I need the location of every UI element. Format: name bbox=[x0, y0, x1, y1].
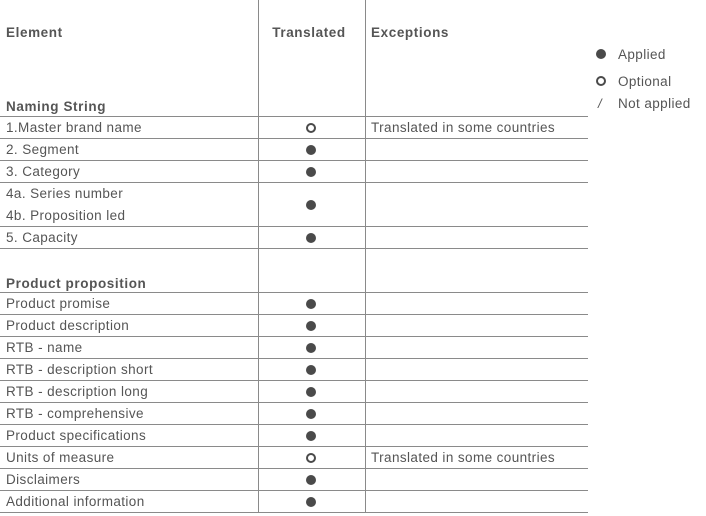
exception-cell bbox=[365, 381, 588, 402]
element-cell bbox=[0, 425, 258, 446]
table-row bbox=[0, 227, 588, 249]
exception-cell bbox=[365, 117, 588, 138]
element-label: RTB - description long bbox=[6, 384, 149, 399]
optional-ring-icon bbox=[596, 76, 606, 86]
exception-text: Translated in some countries bbox=[371, 450, 556, 465]
product-heading-spacer-2 bbox=[365, 249, 588, 292]
element-label: 4a. Series number bbox=[6, 185, 124, 201]
translated-header: Translated bbox=[272, 25, 346, 40]
element-column bbox=[0, 0, 258, 116]
table-row bbox=[0, 425, 588, 447]
table-row bbox=[0, 469, 588, 491]
element-label: RTB - name bbox=[6, 340, 83, 355]
exception-cell bbox=[365, 139, 588, 160]
element-cell bbox=[0, 469, 258, 490]
applied-dot-icon bbox=[306, 167, 316, 177]
element-label: RTB - comprehensive bbox=[6, 406, 144, 421]
element-label: Product promise bbox=[6, 296, 111, 311]
translated-cell bbox=[258, 139, 365, 160]
naming-string-heading: Naming String bbox=[6, 99, 107, 114]
exception-cell bbox=[365, 293, 588, 314]
element-cell bbox=[0, 337, 258, 358]
element-cell bbox=[0, 161, 258, 182]
table-row bbox=[0, 315, 588, 337]
translated-cell bbox=[258, 161, 365, 182]
translated-cell bbox=[258, 425, 365, 446]
legend-applied bbox=[596, 42, 706, 66]
table-row bbox=[0, 337, 588, 359]
exception-cell bbox=[365, 359, 588, 380]
exception-cell bbox=[365, 425, 588, 446]
element-cell bbox=[0, 117, 258, 138]
product-section-block bbox=[0, 249, 588, 293]
element-cell bbox=[0, 447, 258, 468]
applied-dot-icon bbox=[306, 431, 316, 441]
exception-cell bbox=[365, 403, 588, 424]
applied-dot-icon bbox=[306, 409, 316, 419]
exception-cell bbox=[365, 161, 588, 182]
element-cell bbox=[0, 293, 258, 314]
translated-cell bbox=[258, 491, 365, 512]
element-label: 3. Category bbox=[6, 164, 81, 179]
table-row bbox=[0, 491, 588, 513]
translated-cell bbox=[258, 381, 365, 402]
product-rows bbox=[0, 293, 588, 513]
element-label: Additional information bbox=[6, 494, 145, 509]
naming-rows bbox=[0, 117, 588, 249]
exception-text: Translated in some countries bbox=[371, 120, 556, 135]
element-label: RTB - description short bbox=[6, 362, 154, 377]
element-cell bbox=[0, 491, 258, 512]
optional-ring-icon bbox=[306, 123, 316, 133]
table-row bbox=[0, 381, 588, 403]
table-header-block bbox=[0, 0, 588, 117]
product-heading-spacer bbox=[258, 249, 365, 292]
element-label: 5. Capacity bbox=[6, 230, 78, 245]
element-cell bbox=[0, 183, 258, 226]
translated-cell bbox=[258, 337, 365, 358]
element-cell bbox=[0, 403, 258, 424]
element-cell bbox=[0, 315, 258, 336]
element-label: Units of measure bbox=[6, 450, 115, 465]
exception-cell bbox=[365, 337, 588, 358]
legend-not-applied bbox=[596, 91, 706, 115]
exceptions-header: Exceptions bbox=[371, 25, 450, 40]
element-header: Element bbox=[6, 25, 63, 40]
exception-cell bbox=[365, 447, 588, 468]
exception-cell bbox=[365, 227, 588, 248]
product-proposition-heading: Product proposition bbox=[6, 276, 147, 291]
applied-dot-icon bbox=[306, 200, 316, 210]
element-cell bbox=[0, 381, 258, 402]
legend-applied-label: Applied bbox=[618, 46, 666, 62]
translated-cell bbox=[258, 293, 365, 314]
optional-ring-icon bbox=[306, 453, 316, 463]
legend-optional-label: Optional bbox=[618, 73, 672, 89]
element-label: Product specifications bbox=[6, 428, 147, 443]
element-label: 1.Master brand name bbox=[6, 120, 142, 135]
not-applied-slash-icon: / bbox=[598, 95, 603, 111]
element-cell bbox=[0, 139, 258, 160]
table-row bbox=[0, 403, 588, 425]
applied-dot-icon bbox=[306, 365, 316, 375]
exception-cell bbox=[365, 469, 588, 490]
legend-optional bbox=[596, 69, 706, 93]
exceptions-column-head bbox=[365, 0, 588, 116]
legend bbox=[596, 42, 706, 115]
translated-cell bbox=[258, 403, 365, 424]
exception-cell bbox=[365, 315, 588, 336]
applied-dot-icon bbox=[596, 49, 606, 59]
exception-cell bbox=[365, 183, 588, 226]
applied-dot-icon bbox=[306, 145, 316, 155]
element-label: 2. Segment bbox=[6, 142, 80, 157]
translated-cell bbox=[258, 447, 365, 468]
applied-dot-icon bbox=[306, 497, 316, 507]
translated-cell bbox=[258, 469, 365, 490]
table-row bbox=[0, 117, 588, 139]
translated-cell bbox=[258, 183, 365, 226]
translated-column-head bbox=[258, 0, 365, 116]
applied-dot-icon bbox=[306, 387, 316, 397]
element-label: Disclaimers bbox=[6, 472, 81, 487]
table-row bbox=[0, 447, 588, 469]
translated-cell bbox=[258, 315, 365, 336]
applied-dot-icon bbox=[306, 321, 316, 331]
element-cell bbox=[0, 227, 258, 248]
table-row bbox=[0, 183, 588, 227]
element-label-secondary: 4b. Proposition led bbox=[6, 207, 126, 223]
element-cell bbox=[0, 359, 258, 380]
translated-cell bbox=[258, 227, 365, 248]
translated-cell bbox=[258, 117, 365, 138]
table-row bbox=[0, 359, 588, 381]
table-row bbox=[0, 293, 588, 315]
product-heading-cell bbox=[0, 249, 258, 292]
legend-not-applied-label: Not applied bbox=[618, 95, 691, 111]
exception-cell bbox=[365, 491, 588, 512]
applied-dot-icon bbox=[306, 233, 316, 243]
translated-cell bbox=[258, 359, 365, 380]
applied-dot-icon bbox=[306, 343, 316, 353]
element-label: Product description bbox=[6, 318, 130, 333]
table-row bbox=[0, 161, 588, 183]
table-row bbox=[0, 139, 588, 161]
applied-dot-icon bbox=[306, 475, 316, 485]
applied-dot-icon bbox=[306, 299, 316, 309]
